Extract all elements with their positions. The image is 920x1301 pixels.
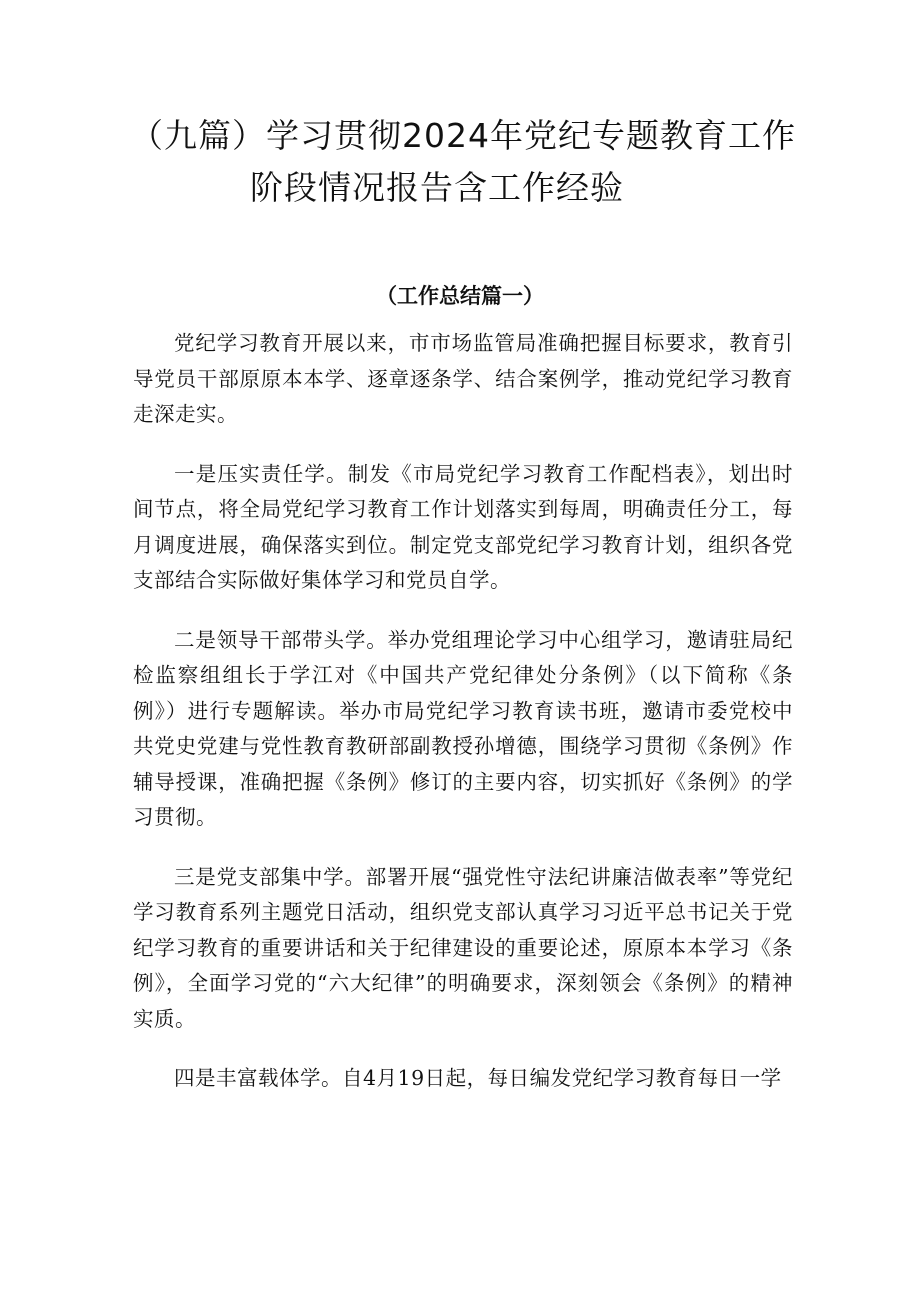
paragraph-intro: 党纪学习教育开展以来，市市场监管局准确把握目标要求，教育引导党员干部原原本本学、逐章逐条学、结合案例学，推动党纪学习教育走深走实。 bbox=[133, 331, 793, 426]
title-line-2: 阶段情况报告含工作经验 bbox=[250, 168, 624, 207]
document-title bbox=[130, 110, 800, 214]
paragraph-branches: 三是党支部集中学。部署开展“强党性守法纪讲廉洁做表率”等党纪学习教育系列主题党日活动，组织党支部认真学习习近平总书记关于党纪学习教育的重要讲话和关于纪律建设的重要论述，原原本本学习《条例》，全面学习党的“六大纪律”的明确要求，深刻领会《条例》的精神实质。 bbox=[133, 864, 793, 1031]
paragraph-leaders: 二是领导干部带头学。举办党组理论学习中心组学习，邀请驻局纪检监察组组长于学江对《中国共产党纪律处分条例》（以下简称《条例》）进行专题解读。举办市局党纪学习教育读书班，邀请市委党校中共党史党建与党性教育教研部副教授孙增德，围绕学习贯彻《条例》作辅导授课，准确把握《条例》修订的主要内容，切实抓好《条例》的学习贯彻。 bbox=[133, 627, 793, 829]
section-heading: （工作总结篇一） bbox=[376, 284, 544, 308]
paragraph-carriers: 四是丰富载体学。自4月19日起，每日编发党纪学习教育每日一学 bbox=[174, 1066, 782, 1090]
paragraph-responsibility: 一是压实责任学。制发《市局党纪学习教育工作配档表》，划出时间节点，将全局党纪学习教育工作计划落实到每周，明确责任分工，每月调度进展，确保落实到位。制定党支部党纪学习教育计划，组织各党支部结合实际做好集体学习和党员自学。 bbox=[133, 461, 793, 592]
title-line-1: （九篇）学习贯彻2024年党纪专题教育工作 bbox=[130, 116, 796, 155]
document-body bbox=[133, 326, 793, 1121]
